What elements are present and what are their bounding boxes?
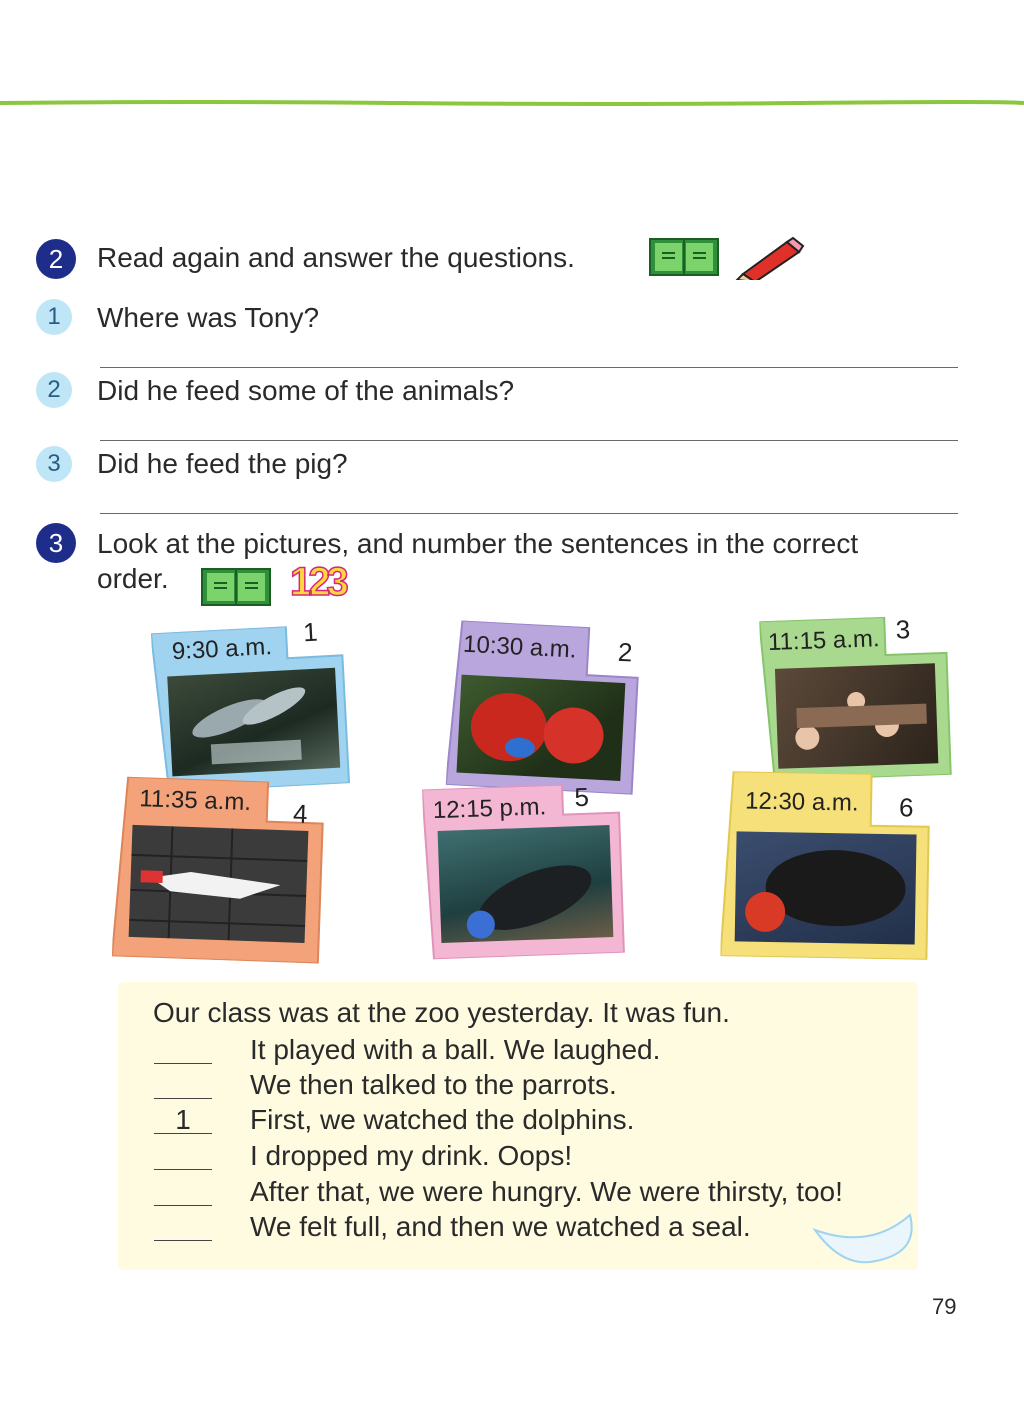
page-curl-decoration	[810, 1200, 920, 1270]
picture-card-4	[112, 776, 328, 963]
picture-card-3	[759, 615, 954, 782]
exercise-3-instruction-line2: order.	[97, 563, 169, 594]
exercise-2-instruction: Read again and answer the questions.	[97, 242, 575, 273]
sentence-2-blank[interactable]	[154, 1098, 212, 1099]
read-book-icon	[200, 566, 272, 608]
children-eating-photo	[775, 663, 938, 769]
numbers-123-icon: 123	[290, 560, 345, 604]
sentence-1-text: It played with a ball. We laughed.	[250, 1034, 661, 1065]
pencil-icon	[735, 234, 805, 280]
sentence-1-blank[interactable]	[154, 1063, 212, 1064]
card-number: 5	[573, 781, 590, 813]
seal-photo	[735, 831, 917, 944]
header-rule	[0, 100, 1024, 106]
sentence-6-text: We felt full, and then we watched a seal.	[250, 1211, 751, 1242]
picture-card-6	[720, 771, 933, 960]
card-number: 1	[302, 616, 319, 648]
exercise-2-number: 2	[36, 239, 76, 279]
question-3-answer-line[interactable]	[100, 513, 958, 514]
sentence-6-blank[interactable]	[154, 1240, 212, 1241]
card-number: 4	[292, 798, 308, 830]
dropped-drink-photo	[129, 825, 309, 943]
card-time: 12:30 a.m.	[744, 787, 859, 817]
card-time: 9:30 a.m.	[171, 633, 273, 666]
card-time: 12:15 p.m.	[432, 793, 547, 825]
question-1-text: Where was Tony?	[97, 302, 320, 333]
seal-with-ball-photo	[438, 825, 614, 943]
page-number: 79	[932, 1294, 957, 1319]
picture-card-1	[151, 616, 359, 793]
question-3-text: Did he feed the pig?	[97, 448, 348, 479]
sentence-3-answer[interactable]: 1	[175, 1104, 191, 1135]
sentence-5-text: After that, we were hungry. We were thirsty, too!	[250, 1176, 843, 1207]
question-1-answer-line[interactable]	[100, 367, 958, 368]
sentence-3-text: First, we watched the dolphins.	[250, 1104, 635, 1135]
parrots-photo	[456, 675, 625, 781]
dolphins-photo	[167, 668, 340, 777]
exercise-3-number: 3	[36, 523, 76, 563]
question-2-answer-line[interactable]	[100, 440, 958, 441]
sentence-3-blank[interactable]	[154, 1133, 212, 1134]
sentence-4-blank[interactable]	[154, 1169, 212, 1170]
sentence-5-blank[interactable]	[154, 1205, 212, 1206]
card-number: 3	[895, 614, 911, 645]
card-number: 6	[898, 792, 914, 823]
exercise-3-instruction-line1: Look at the pictures, and number the sentences in the correct	[97, 528, 859, 559]
card-time: 10:30 a.m.	[462, 630, 578, 664]
question-3-number: 3	[36, 446, 72, 482]
sentence-2-text: We then talked to the parrots.	[250, 1069, 617, 1100]
card-number: 2	[617, 636, 634, 668]
question-1-number: 1	[36, 299, 72, 335]
picture-card-5	[422, 783, 628, 960]
picture-card-2	[446, 620, 644, 795]
question-2-number: 2	[36, 372, 72, 408]
question-2-text: Did he feed some of the animals?	[97, 375, 515, 406]
story-intro: Our class was at the zoo yesterday. It was fun.	[153, 997, 730, 1028]
read-book-icon	[648, 236, 720, 278]
card-time: 11:15 a.m.	[767, 625, 881, 657]
sentence-4-text: I dropped my drink. Oops!	[250, 1140, 573, 1171]
card-time: 11:35 a.m.	[138, 785, 252, 817]
